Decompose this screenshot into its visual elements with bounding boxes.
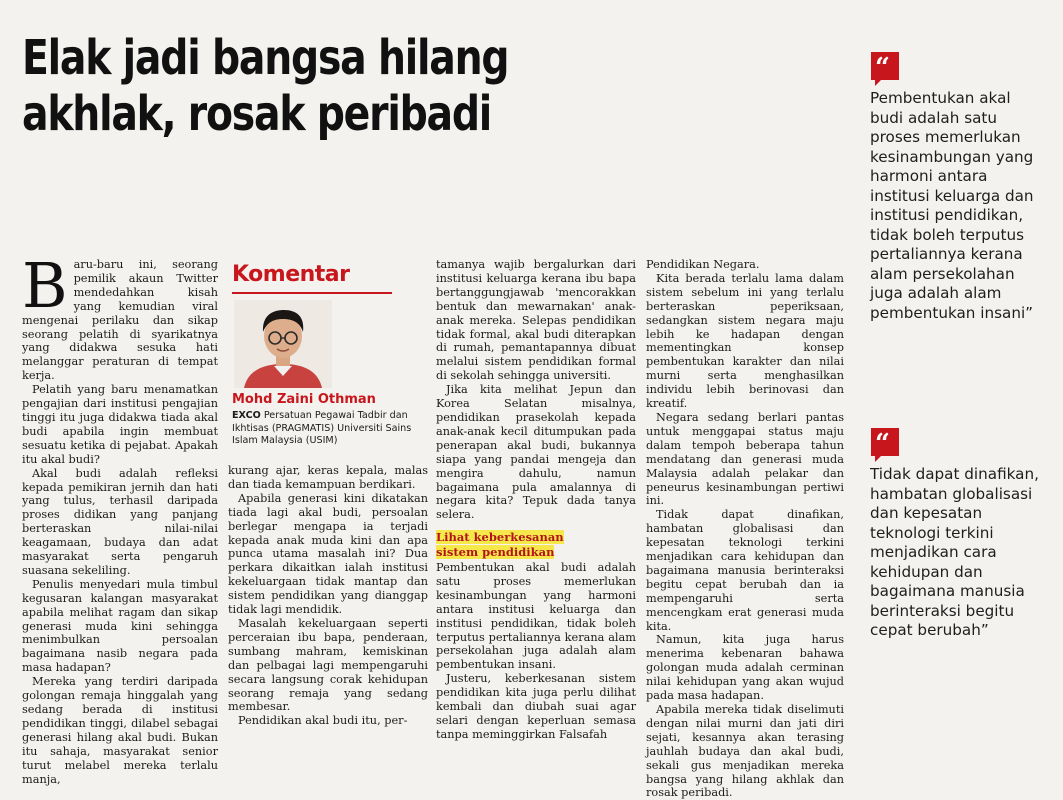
pull-quote-2: Tidak dapat dinafikan, hambatan globalisasi dan kepesatan teknologi terkini menjadikan cara kehidupan dan bagaimana manusia berinteraksi begitu cepat berubah” xyxy=(870,465,1039,639)
paragraph: Apabila mereka tidak diselimuti dengan nilai murni dan jati diri sejati, kesannya akan terasing jauhlah budaya dan akal budi, sekali gus menjadikan mereka bangsa yang hilang akhlak dan rosak peribadi. xyxy=(646,703,844,800)
article-column-4 xyxy=(646,258,844,800)
quote-marks-icon: “ xyxy=(871,428,899,456)
paragraph: Baru-baru ini, seorang pemilik akaun Twitter mendedahkan kisah yang kemudian viral mengenai perilaku dan sikap seorang pelatih di syarikatnya yang didakwa sesuka hati melanggar peraturan di tempat kerja. xyxy=(22,249,218,383)
paragraph: Pendidikan akal budi itu, per- xyxy=(238,714,408,728)
paragraph: Tidak dapat dinafikan, hambatan globalisasi dan kepesatan teknologi terkini menjadikan cara kehidupan dan bagaimana manusia berinteraksi begitu cepat berubah dan ia mempengaruhi serta mencengkam erat generasi muda kita. xyxy=(646,508,844,633)
komentar-label: Komentar xyxy=(232,262,350,287)
paragraph: Jika kita melihat Jepun dan Korea Selatan misalnya, pendidikan prasekolah kepada anak-anak kecil ditumpukan pada penerapan akal budi, bukannya siapa yang pandai mengeja dan mengira dahulu, namun bagaimana pula amalannya di negara kita? Tepuk dada tanya selera. xyxy=(436,383,636,522)
headline xyxy=(22,30,842,142)
paragraph: Justeru, keberkesanan sistem pendidikan kita juga perlu dilihat kembali dan diubah suai agar selari dengan keperluan semasa tanpa meminggirkan Falsafah xyxy=(436,672,636,741)
paragraph: Namun, kita juga harus menerima kebenaran bahawa golongan muda adalah cerminan nilai kehidupan yang akan wujud pada masa hadapan. xyxy=(646,633,844,703)
paragraph: Pendidikan Negara. xyxy=(646,258,760,271)
komentar-box xyxy=(228,258,428,458)
paragraph: Mereka yang terdiri daripada golongan remaja hinggalah yang sedang berada di institusi pendidikan tinggi, dilabel sebagai generasi hilang akal budi. Bukan itu sahaja, masyarakat senior turut melabel mereka terlalu manja, xyxy=(22,675,218,786)
headline-line-2: akhlak, rosak peribadi xyxy=(22,86,492,142)
paragraph: Apabila generasi kini dikatakan tiada lagi akal budi, persoalan berlegar mengapa ia terjadi kepada anak muda kini dan apa punca utama masalah ini? Dua perkara dikaitkan ialah institusi kekeluargaan tidak mantap dan sistem pendidikan yang dianggap tidak lagi mendidik. xyxy=(228,491,428,617)
paragraph: Pelatih yang baru menamatkan pengajian dari institusi pengajian tinggi itu juga didakwa tiada akal budi apabila ingin membuat sesuatu ketika di pejabat. Apakah itu akal budi? xyxy=(22,383,218,466)
article-column-3 xyxy=(436,258,636,741)
author-photo xyxy=(234,300,332,388)
paragraph: kurang ajar, keras kepala, malas dan tiada kemampuan berdikari. xyxy=(228,464,428,491)
paragraph: Penulis menyedari mula timbul kegusaran kalangan masyarakat apabila melihat ragam dan sikap generasi muda kini sehingga menimbulkan persoalan bagaimana nasib negara pada masa hadapan? xyxy=(22,577,218,675)
drop-cap: B xyxy=(22,249,68,322)
divider xyxy=(232,292,392,294)
paragraph: Masalah kekeluargaan seperti perceraian ibu bapa, penderaan, sumbang mahram, kemiskinan dan pelbagai lagi mempengaruhi secara langsung corak kehidupan seorang remaja yang sedang membesar. xyxy=(228,616,428,714)
paragraph: Negara sedang berlari pantas untuk menggapai status maju dalam tempoh beberapa tahun mendatang dan generasi muda Malaysia adalah pelakar dan peneurus kesinambungan pertiwi ini. xyxy=(646,410,844,508)
article-column-1 xyxy=(22,249,218,786)
paragraph: tamanya wajib bergalurkan dari institusi keluarga kerana ibu bapa bertanggungjawab 'mencorakkan bentuk dan mewarnakan' anak-anak mereka. Selepas pendidikan tidak formal, akal budi diterapkan di rumah, pemantapannya dibuat melalui sistem pendidikan formal di sekolah sehingga universiti. xyxy=(436,258,636,383)
paragraph: Akal budi adalah refleksi kepada pemikiran jernih dan hati yang tulus, terhasil daripada proses didikan yang panjang berteraskan nilai-nilai keagamaan, budaya dan adat masyarakat serta pengaruh suasana sekeliling. xyxy=(22,466,218,577)
paragraph: Kita berada terlalu lama dalam sistem sebelum ini yang terlalu berteraskan peperiksaan, sedangkan sistem negara maju lebih ke hadapan dengan mementingkan konsep pembentukan karakter dan nilai murni serta menghasilkan individu lebih berinovasi dan kreatif. xyxy=(646,271,844,411)
author-role: EXCO Persatuan Pegawai Tadbir dan Ikhtisas (PRAGMATIS) Universiti Sains Islam Malaysia (USIM) xyxy=(232,410,412,446)
quote-marks-icon: “ xyxy=(871,52,899,80)
author-name: Mohd Zaini Othman xyxy=(232,392,376,407)
subheading: Lihat keberkesanan sistem pendidikan xyxy=(436,530,564,560)
pull-quote-1: Pembentukan akal budi adalah satu proses memerlukan kesinambungan yang harmoni antara institusi keluarga dan institusi pendidikan, tidak boleh terputus pertaliannya kerana alam persekolahan juga adalah alam pembentukan insani” xyxy=(870,89,1034,322)
headline-line-1: Elak jadi bangsa hilang xyxy=(22,30,509,86)
paragraph: Pembentukan akal budi adalah satu proses memerlukan kesinambungan yang harmoni antara institusi keluarga dan institusi pendidikan, tidak boleh terputus pertaliannya kerana alam persekolahan juga adalah alam pembentukan insani. xyxy=(436,561,636,672)
article-column-2 xyxy=(228,464,428,736)
